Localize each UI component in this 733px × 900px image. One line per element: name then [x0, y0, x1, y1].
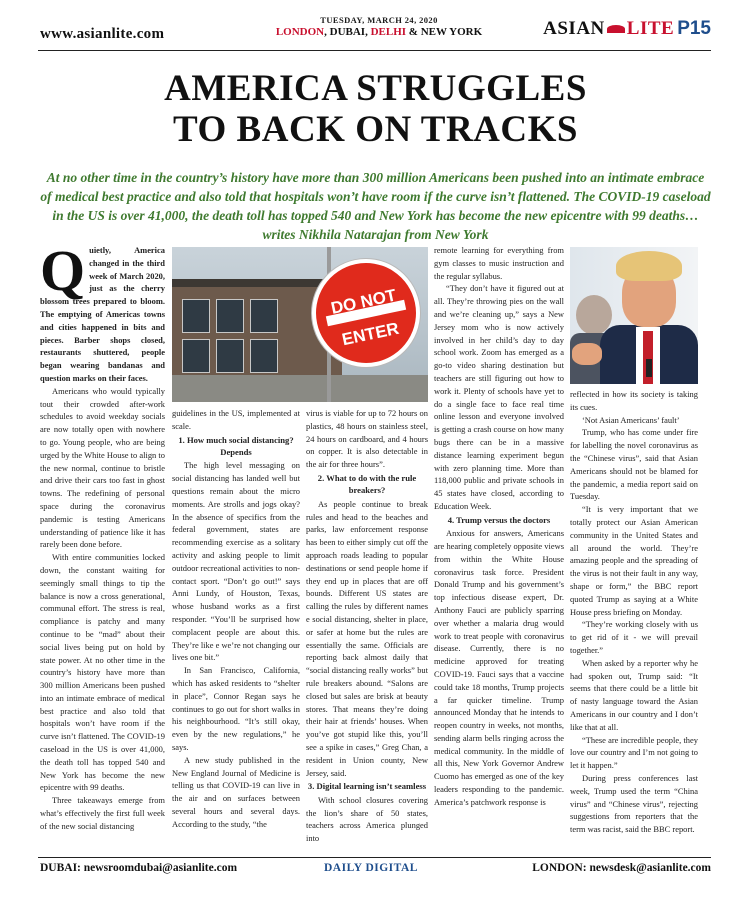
photo-window: [250, 299, 278, 333]
body-paragraph: reflected in how its society is taking its cues.: [570, 389, 698, 412]
body-paragraph: With school closures covering the lion’s share of 50 states, teachers across America plunged into: [306, 794, 428, 844]
body-paragraph: The high level messaging on social distancing has landed well but questions remain about the micro moments. Are strolls and jogs okay? In the absence of specifics from the federal government, states are recommending exercise as a solitary activity and asking people to limit outdoor recreational activities to non-contact sport. “Don’t go out!” says Anni Lundy, of Houston, Texas, whose husband works as a first responder. “You’ll be surprised how complacent people are about this. They’re like e we’re not changing our lives one bit.”: [172, 460, 300, 663]
standfirst: At no other time in the country’s history have more than 300 million Americans been pushed into an intimate embrace of medical best practice and also told that hospitals won’t have room if the curve isn’t flattened. The COVID-19 caseload in the US is over 41,000, the death toll has topped 540 and New York has become the new epicentre with 99 deaths…writes Nikhila Natarajan from New York: [40, 170, 711, 242]
do-not-enter-photo: [172, 247, 428, 402]
article-column-4: [434, 244, 564, 809]
portrait-hand: [572, 343, 602, 365]
headline-line-2: TO BACK ON TRACKS: [173, 109, 578, 150]
footer-london-email[interactable]: LONDON: newsdesk@asianlite.com: [532, 862, 711, 874]
photo-window: [182, 339, 210, 373]
lede-text: uietly, America changed in the third week of March 2020, just as the cherry blossom trees prepared to bloom. The emptying of Americas towns and cities happened in bits and pieces. Barber shops closed, restaurants shuttered, people began wearing bandanas and question marks on their faces.: [40, 245, 165, 383]
dateline: [254, 15, 504, 38]
subheading: 3. Digital learning isn’t seamless: [307, 781, 427, 792]
logo-arc-icon: [607, 23, 625, 35]
masthead: [40, 14, 711, 48]
city-dubai: DUBAI: [329, 26, 366, 38]
edition-cities: [254, 26, 504, 38]
headline-line-1: AMERICA STRUGGLES: [164, 68, 587, 109]
issue-date: TUESDAY, MARCH 24, 2020: [320, 15, 438, 25]
footer-dubai-email[interactable]: DUBAI: newsroomdubai@asianlite.com: [40, 862, 238, 874]
headline: [40, 68, 711, 150]
city-separator: ,: [324, 26, 330, 38]
photo-window: [250, 339, 278, 373]
sign-line-2: ENTER: [340, 318, 401, 350]
photo-window: [182, 299, 210, 333]
site-url[interactable]: www.asianlite.com: [40, 26, 165, 42]
body-paragraph: virus is viable for up to 72 hours on plastics, 48 hours on stainless steel, 24 hours on cardboard, and 4 hours on copper. It is also detectable in the air for three hours”.: [306, 408, 428, 470]
city-newyork: NEW YORK: [420, 26, 483, 38]
logo-word-asian: ASIAN: [543, 18, 605, 39]
portrait-photo: [570, 247, 698, 384]
portrait-hair: [616, 251, 682, 281]
body-paragraph: “It is very important that we totally protect our Asian American community in the United States and all around the world. They’re amazing people and the spreading of the virus is not their fault in any way, shape or form,” the BBC report quoted Trump as saying at a White House press briefing on Monday.: [570, 504, 698, 617]
body-paragraph: guidelines in the US, implemented at scale.: [172, 408, 300, 431]
city-london: LONDON: [275, 26, 325, 38]
city-delhi: DELHI: [370, 26, 407, 38]
footer-edition-label: DAILY DIGITAL: [324, 862, 418, 874]
article-column-5: [570, 388, 698, 836]
pull-quote-heading: ‘Not Asian Americans’ fault’: [582, 414, 680, 425]
body-paragraph: Anxious for answers, Americans are hearing completely opposite views from within the White House coronavirus task force. President Donald Trump and his government’s top infectious disease expert, Dr. Anthony Fauci are publicly sparring over whether a malaria drug would work to treat people with coronavirus disease. Currently, there is no medicine approved for treating COVID-19. Fauci says that a vaccine could take 18 months, Trump projects a far quicker timeline. Trump announced Monday that he intends to reopen country in weeks, not months, sending alarm bells ringing across the medical community. In the middle of all this, New York Governor Andrew Cuomo has emerged as one of the key leaders responding to the pandemic. America’s patchwork response is: [434, 528, 564, 807]
subheading: 1. How much social distancing? Depends: [178, 434, 294, 457]
body-paragraph: As people continue to break rules and head to the beaches and parks, law enforcement response has been to either simply cut off the approach roads leading to popular destinations or send people home if they end up in places that are off bounds. Different US states are calling the rules by different names e social distancing, shelter in place, or safer at home but the rules are essentially the same. Officials are reporting back almost daily that “social distancing really works” but rule breakers abound. “Salons are closed but sales are brisk at beauty stores. That means they’re doing their hair at friends’ houses. When you’ve got stupid like this, you’ll see a spike in cases,” Greg Chan, a resident in Union county, New Jersey, said.: [306, 498, 428, 778]
microphone-icon: [646, 359, 652, 377]
body-paragraph: A new study published in the New England Journal of Medicine is telling us that COVID-19 can live in the air and on surfaces between several hours and several days. According to the study, “the: [172, 754, 300, 829]
body-paragraph: In San Francisco, California, which has asked residents to “shelter in place”, Connor Regan says he continues to go out for short walks in his neighbourhood. “It’s still okay, even by the new regulations,” he says.: [172, 665, 300, 752]
photo-window: [216, 339, 244, 373]
article-column-1: [40, 238, 165, 833]
footer-divider: [38, 857, 711, 858]
city-separator: &: [406, 26, 421, 38]
body-paragraph: With entire communities locked down, the constant waiting for seemingly small things to tip the balance is now a cross generational, communal effort. The stress is real, compliance is patchy and many continue to be “mad” about their social lives being put on hold by state power. At no other time in the country’s history have more than 300 million Americans been pushed into an intimate embrace of medical best practice and also told that hospitals won’t have room if the curve isn’t flattened. The COVID-19 caseload in the US is over 41,000, the death toll has topped 540 and New York has become the new epicentre with 99 deaths.: [40, 552, 165, 793]
body-paragraph: “They’re working closely with us to get rid of it - we will prevail together.”: [570, 619, 698, 655]
body-paragraph: Three takeaways emerge from what’s effectively the first full week of the new social distancing: [40, 795, 165, 831]
body-paragraph: Trump, who has come under fire for labelling the novel coronavirus as the “Chinese virus”, said that Asian Americans should not be blamed for the pandemic, a media report said on Tuesday.: [570, 427, 698, 502]
drop-cap: Q: [40, 238, 86, 303]
body-paragraph: remote learning for everything from gym classes to music instruction and the regular syllabus.: [434, 245, 564, 281]
body-paragraph: “They don’t have it figured out at all. They’re throwing pies on the wall and we’re cleaning up,” says a New Jersey mom who is now actively involved in her child’s day to day school work. Zoom has emerged as a go-to video sharing destination but teachers are still figuring out how to work it. Plenty of schools have yet to do a single face to face real time online lesson and everyone involved is getting a crash course on how many bugs there can be in a massive distance learning experiment begun with zero planning time. More than 118,000 public and private schools in 45 states have closed, according to Education Week.: [434, 283, 564, 511]
logo-word-lite: LITE: [626, 18, 675, 39]
masthead-divider: [38, 50, 711, 51]
page-number: P15: [677, 18, 711, 39]
photo-window: [216, 299, 244, 333]
body-paragraph: “These are incredible people, they love our country and I’m not going to let it happen.”: [570, 734, 698, 771]
city-separator: ,: [365, 26, 371, 38]
article-column-3: [306, 407, 428, 845]
footer: [40, 862, 711, 878]
article-column-2: [172, 407, 300, 831]
subheading: 4. Trump versus the doctors: [447, 514, 551, 525]
body-paragraph: During press conferences last week, Trump used the term “China virus” and “Chinese virus”, rejecting suggestions from reporters that the term was racist, said the BBC report.: [570, 772, 698, 835]
subheading: 2. What to do with the rule breakers?: [317, 472, 417, 496]
body-paragraph: Americans who would typically tout their crowded after-work schedules to avoid weekday socials are now totally open with nowhere to go. Young people, who are being urged by the White House to align to the new normal, continue to bristle and drive their cars too fast in ghost towns. The redefining of personal space during the coronavirus pandemic is testing Americans understanding of patience like it has rarely been done before.: [40, 385, 165, 550]
asianlite-logo: [543, 18, 711, 40]
body-paragraph: When asked by a reporter why he had spoken out, Trump said: “It seems that there could be a little bit of nasty language toward the Asian Americans in our country and I don’t like that at all.: [570, 657, 698, 732]
photo-ground: [172, 375, 428, 402]
lede-paragraph: [40, 238, 165, 385]
sign-text: [313, 281, 422, 355]
sign-line-1: DO NOT: [329, 285, 398, 318]
